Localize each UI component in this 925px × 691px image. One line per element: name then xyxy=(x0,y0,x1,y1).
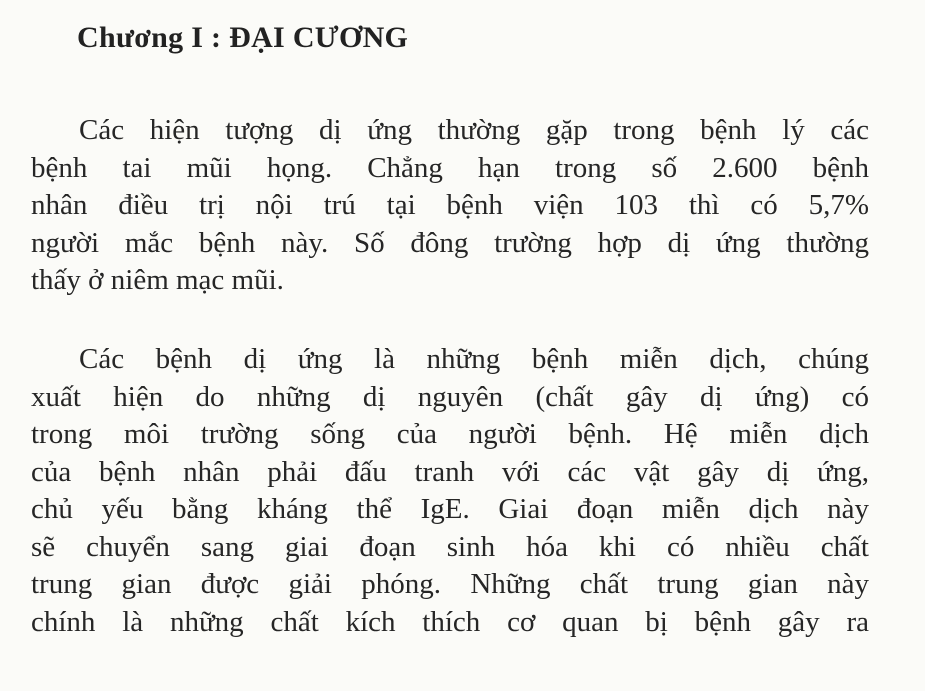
text-line: sẽ chuyển sang giai đoạn sinh hóa khi có nhiều chất xyxy=(31,530,869,563)
paragraph-1 xyxy=(31,112,869,300)
text-line: thấy ở niêm mạc mũi. xyxy=(31,264,284,296)
text-line: nhân điều trị nội trú tại bệnh viện 103 thì có 5,7% xyxy=(31,189,869,221)
text-line: xuất hiện do những dị nguyên (chất gây dị ứng) có xyxy=(31,380,869,413)
paragraph-2 xyxy=(31,341,869,641)
text-line: chính là những chất kích thích cơ quan bị bệnh gây ra xyxy=(31,605,869,638)
text-line: của bệnh nhân phải đấu tranh với các vật gây dị ứng, xyxy=(31,455,869,488)
text-line: người mắc bệnh này. Số đông trường hợp dị ứng thường xyxy=(31,226,869,259)
text-line: trung gian được giải phóng. Những chất trung gian này xyxy=(31,568,869,600)
text-line: Các hiện tượng dị ứng thường gặp trong bệnh lý các xyxy=(79,114,869,146)
text-line: trong môi trường sống của người bệnh. Hệ miễn dịch xyxy=(31,418,869,450)
text-line: bệnh tai mũi họng. Chẳng hạn trong số 2.600 bệnh xyxy=(31,151,869,184)
text-line: chủ yếu bằng kháng thể IgE. Giai đoạn miễn dịch này xyxy=(31,493,869,525)
chapter-heading: Chương I : ĐẠI CƯƠNG xyxy=(77,21,409,54)
text-line: Các bệnh dị ứng là những bệnh miễn dịch, chúng xyxy=(79,343,869,375)
